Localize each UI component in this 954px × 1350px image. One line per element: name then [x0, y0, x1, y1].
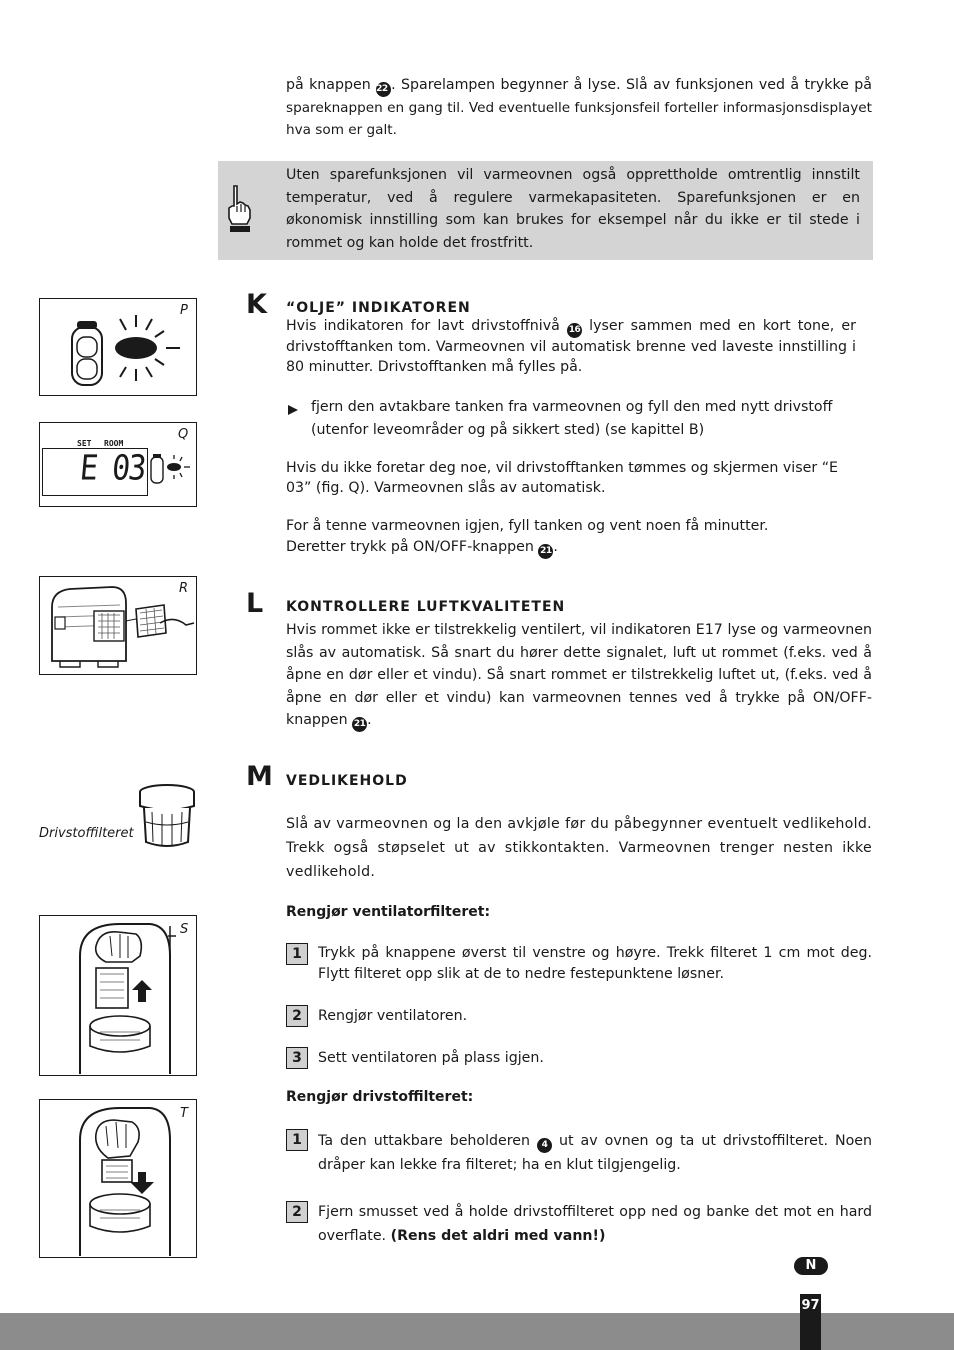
fuel-step-2-number: 2 — [286, 1201, 308, 1223]
ref-22-badge: 22 — [376, 82, 391, 97]
figure-p-label: P — [180, 303, 188, 318]
section-k-paragraph-3: For å tenne varmeovnen igjen, fyll tanken og vent noen få minutter. Deretter trykk på ON/OFF-knappen 21 . — [286, 516, 872, 559]
fuel-filter-heading: Rengjør drivstoffilteret: — [286, 1089, 474, 1105]
fuel-filter-illustration — [134, 782, 200, 854]
figure-s — [39, 915, 197, 1076]
figure-t — [39, 1099, 197, 1258]
figure-q-label: Q — [178, 427, 189, 442]
intro-line-2: spareknappen en gang til. Ved eventuelle funksjonsfeil forteller informasjonsdisplayet — [286, 100, 872, 116]
fuel-tank-indicator-illustration — [40, 299, 196, 395]
figure-r-label: R — [179, 581, 189, 596]
filter-caption: Drivstoffilteret — [39, 826, 134, 841]
section-k-paragraph-2: Hvis du ikke foretar deg noe, vil drivstofftanken tømmes og skjermen viser “E 03” (fig. Q). Varmeovnen slås av automatisk. — [286, 460, 839, 496]
fan-step-1-number: 1 — [286, 943, 308, 965]
fan-filter-removal-illustration — [40, 916, 196, 1075]
intro-paragraph — [286, 74, 872, 141]
section-letter-k: K — [246, 289, 267, 320]
figure-p — [39, 298, 197, 396]
fan-step-1-text: Trykk på knappene øverst til venstre og høyre. Trekk filteret 1 cm mot deg. Flytt filteret opp slik at de to nedre festepunktene løsner. — [318, 945, 872, 982]
fan-step-2-number: 2 — [286, 1005, 308, 1027]
figure-r — [39, 576, 197, 675]
fuel-filter-removal-illustration — [40, 1100, 196, 1257]
intro-line-1: på knappen 22 . Sparelampen begynner å lyse. Slå av funksjonen ved å trykke på — [286, 74, 872, 97]
ref-21-badge: 21 — [352, 717, 367, 732]
section-letter-l: L — [246, 588, 264, 619]
section-k-paragraph-1: Hvis indikatoren for lavt drivstoffnivå 16 lyser sammen med en kort tone, er drivstofftanken tom. Varmeovnen vil automatisk brenne ved laveste innstilling i 80 minutter. Drivstofftanken må fylles på. — [286, 318, 856, 375]
section-l-paragraph: Hvis rommet ikke er tilstrekkelig ventilert, vil indikatoren E17 lyse og varmeovnen slås av automatisk. Så snart du hører dette signalet, luft ut rommet (f.eks. ved å åpne en dør eller et vindu). Så snart rommet er tilstrekkelig luftet ut, (f.eks. ved å åpne en dør eller et vindu) kan varmeovnen tennes ved å trykke på ON/OFF-knappen 21 . — [286, 619, 872, 732]
bullet-arrow-icon — [287, 401, 299, 413]
language-badge: N — [794, 1257, 828, 1275]
ref-21-badge: 21 — [538, 544, 553, 559]
display-set-label: SET — [77, 439, 92, 448]
fuel-step-2-text: Fjern smusset ved å holde drivstoffilteret opp ned og banke det mot en hard overflate. (Rens det aldri med vann!) — [318, 1204, 872, 1244]
fan-step-3-number: 3 — [286, 1047, 308, 1069]
section-m-title: VEDLIKEHOLD — [286, 773, 408, 789]
fan-step-3-text: Sett ventilatoren på plass igjen. — [318, 1050, 544, 1066]
ref-16-badge: 16 — [567, 323, 582, 338]
display-room-label: ROOM — [104, 439, 124, 448]
figure-t-label: T — [180, 1106, 188, 1121]
fan-step-2-text: Rengjør ventilatoren. — [318, 1008, 468, 1024]
note-text: Uten sparefunksjonen vil varmeovnen også opprettholde omtrentlig innstilt temperatur, ved å regulere varmekapasiteten. Sparefunksjonen er en økonomisk innstilling som kan brukes for eksempel når du ikke er til stede i rommet og kan holde det frostfritt. — [286, 167, 860, 251]
pointing-hand-icon — [224, 184, 254, 236]
fan-filter-heading: Rengjør ventilatorfilteret: — [286, 904, 491, 920]
display-error-code: E 03 — [78, 448, 147, 489]
figure-s-label: S — [180, 922, 189, 937]
ref-4-badge: 4 — [537, 1138, 552, 1153]
heater-filter-removal-illustration — [40, 577, 196, 674]
section-m-intro: Slå av varmeovnen og la den avkjøle før du påbegynner eventuelt vedlikehold. Trekk også støpselet ut av stikkontakten. Varmeovnen trenger nesten ikke vedlikehold. — [286, 816, 872, 880]
intro-line-3: hva som er galt. — [286, 122, 397, 138]
fuel-step-1-number: 1 — [286, 1129, 308, 1151]
page-number: 97 — [800, 1294, 821, 1350]
figure-q — [39, 422, 197, 507]
section-l-title: KONTROLLERE LUFTKVALITETEN — [286, 599, 566, 615]
section-k-title: “OLJE” INDIKATOREN — [286, 300, 471, 316]
section-letter-m: M — [246, 761, 273, 792]
fuel-tank-indicator-small — [148, 449, 194, 489]
section-k-bullet: fjern den avtakbare tanken fra varmeovnen og fyll den med nytt drivstoff (utenfor leveområder og på sikkert sted) (se kapittel B) — [311, 399, 833, 438]
fuel-step-1-text: Ta den uttakbare beholderen 4 ut av ovnen og ta ut drivstoffilteret. Noen dråper kan lekke fra filteret; ha en klut tilgjengelig. — [318, 1133, 872, 1173]
